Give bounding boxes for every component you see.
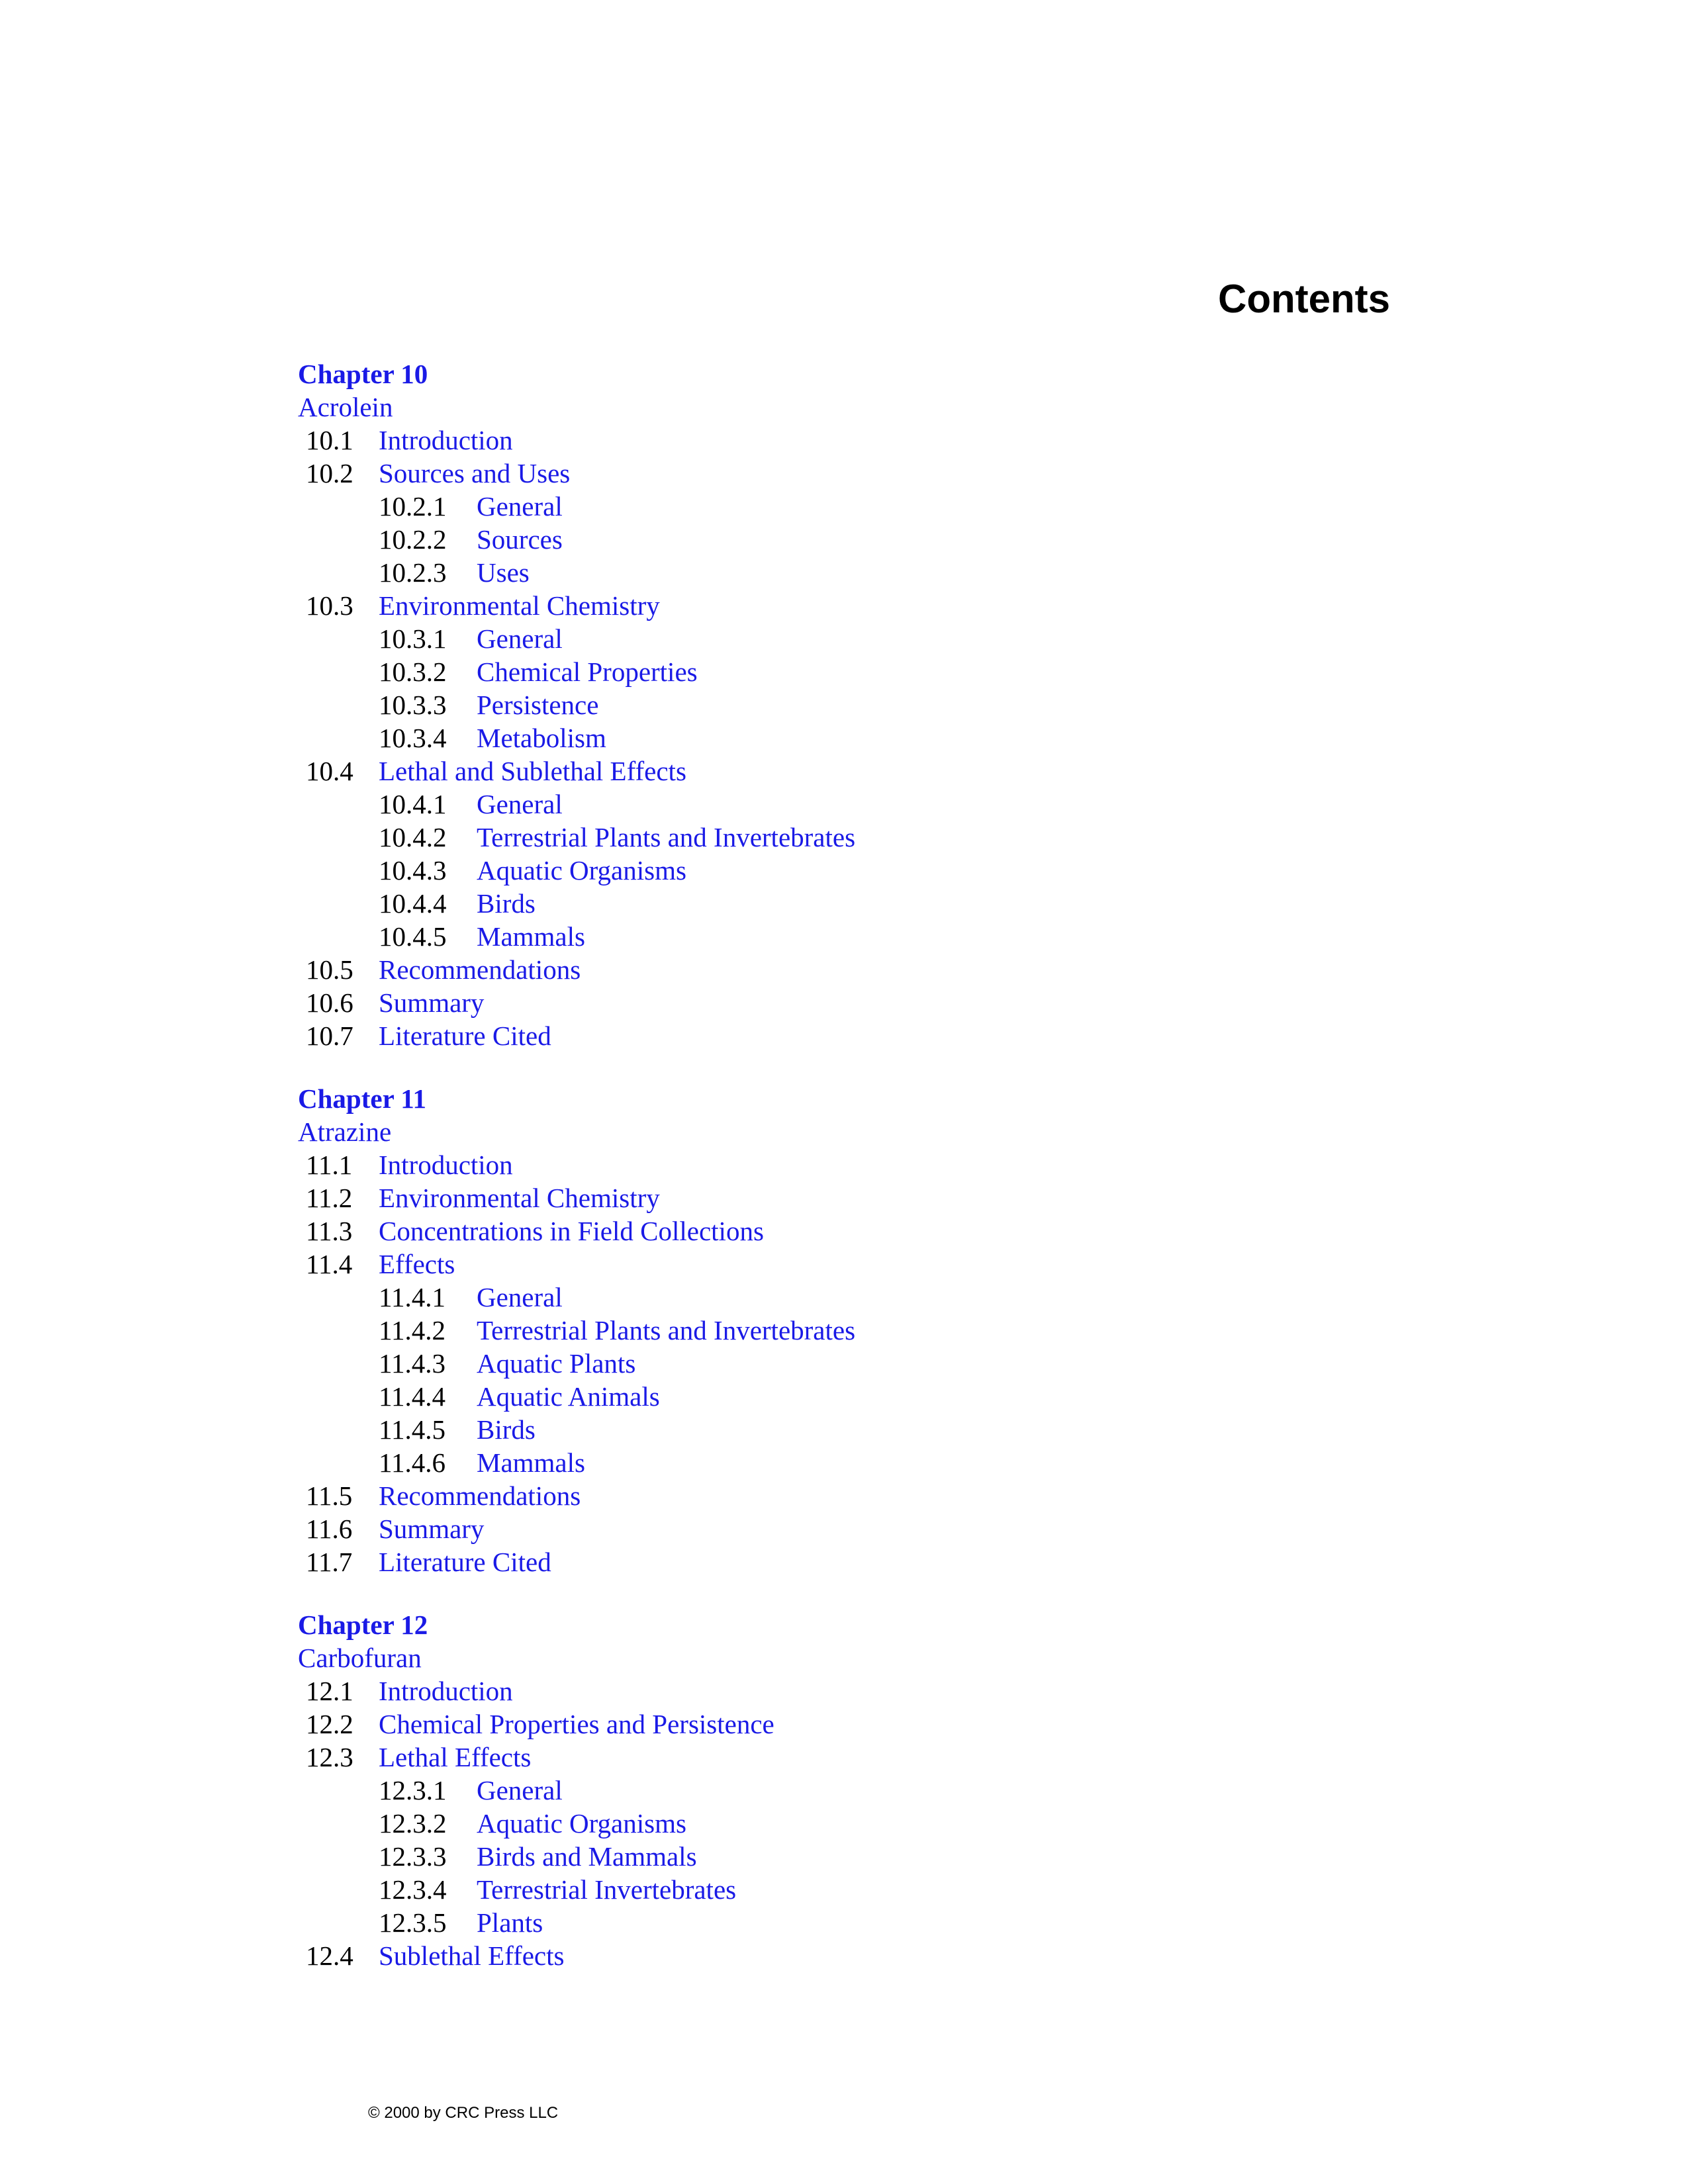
chapter-link[interactable]: Chapter 12 [298, 1610, 428, 1640]
chapter-title-link[interactable]: Atrazine [298, 1116, 392, 1147]
toc-section-entry [298, 986, 1357, 1019]
section-number: 10.3 [306, 590, 353, 621]
section-number: 10.3.1 [379, 623, 447, 654]
section-link[interactable]: Literature Cited [379, 1021, 551, 1051]
toc-subsection-entry [298, 1281, 1357, 1314]
section-number: 10.7 [306, 1021, 353, 1051]
toc-subsection-entry [298, 721, 1357, 754]
section-number: 10.4.1 [379, 789, 447, 819]
section-link[interactable]: Introduction [379, 425, 513, 455]
toc-subsection-entry [298, 1807, 1357, 1840]
section-link[interactable]: Terrestrial Plants and Invertebrates [477, 822, 856, 852]
section-link[interactable]: Introduction [379, 1150, 513, 1180]
chapter-title-link[interactable]: Acrolein [298, 392, 393, 422]
toc-section-entry [298, 1479, 1357, 1512]
section-link[interactable]: Aquatic Organisms [477, 855, 686, 886]
section-link[interactable]: Sublethal Effects [379, 1940, 565, 1971]
section-link[interactable]: Aquatic Plants [477, 1348, 636, 1379]
section-link[interactable]: Environmental Chemistry [379, 590, 660, 621]
toc-subsection-entry [298, 622, 1357, 655]
section-number: 11.4.6 [379, 1447, 445, 1478]
toc-subsection-entry [298, 1873, 1357, 1906]
section-number: 12.3.1 [379, 1775, 447, 1805]
section-link[interactable]: Mammals [477, 921, 585, 952]
section-link[interactable]: Terrestrial Invertebrates [477, 1874, 737, 1905]
toc-section-entry [298, 457, 1357, 490]
toc-section-entry [298, 1674, 1357, 1707]
toc-subsection-entry [298, 1413, 1357, 1446]
toc-subsection-entry [298, 556, 1357, 589]
section-number: 10.2.2 [379, 524, 447, 555]
toc-subsection-entry [298, 1347, 1357, 1380]
section-link[interactable]: Recommendations [379, 1480, 581, 1511]
section-link[interactable]: Summary [379, 987, 485, 1018]
section-number: 10.6 [306, 987, 353, 1018]
toc-subsection-entry [298, 788, 1357, 821]
toc-section-entry [298, 1939, 1357, 1972]
toc-section-entry [298, 953, 1357, 986]
section-link[interactable]: Introduction [379, 1676, 513, 1706]
section-link[interactable]: General [477, 1282, 563, 1312]
toc-section-entry [298, 424, 1357, 457]
section-number: 10.2.3 [379, 557, 447, 588]
chapter-title-link[interactable]: Carbofuran [298, 1643, 422, 1673]
section-link[interactable]: Metabolism [477, 723, 606, 753]
section-link[interactable]: Recommendations [379, 954, 581, 985]
section-link[interactable]: Aquatic Organisms [477, 1808, 686, 1839]
section-number: 10.2.1 [379, 491, 447, 522]
section-link[interactable]: Uses [477, 557, 530, 588]
toc-section-entry [298, 1214, 1357, 1248]
chapter-link[interactable]: Chapter 10 [298, 359, 428, 389]
section-number: 10.5 [306, 954, 353, 985]
toc-subsection-entry [298, 854, 1357, 887]
section-number: 11.6 [306, 1514, 353, 1544]
section-link[interactable]: Sources and Uses [379, 458, 571, 488]
section-link[interactable]: Environmental Chemistry [379, 1183, 660, 1213]
section-link[interactable]: Birds and Mammals [477, 1841, 697, 1872]
toc-subsection-entry [298, 1446, 1357, 1479]
section-number: 10.3.3 [379, 690, 447, 720]
toc-subsection-entry [298, 1380, 1357, 1413]
section-number: 12.3.3 [379, 1841, 447, 1872]
section-number: 10.3.4 [379, 723, 447, 753]
toc-subsection-entry [298, 688, 1357, 721]
section-link[interactable]: Chemical Properties and Persistence [379, 1709, 774, 1739]
section-link[interactable]: Literature Cited [379, 1547, 551, 1577]
toc-section-entry [298, 589, 1357, 622]
section-number: 10.4 [306, 756, 353, 786]
section-link[interactable]: Lethal and Sublethal Effects [379, 756, 686, 786]
section-link[interactable]: Mammals [477, 1447, 585, 1478]
section-number: 11.4.5 [379, 1414, 445, 1445]
page-title: Contents [1218, 277, 1390, 321]
section-number: 12.3.5 [379, 1907, 447, 1938]
section-number: 10.2 [306, 458, 353, 488]
section-number: 12.3.2 [379, 1808, 447, 1839]
section-link[interactable]: Sources [477, 524, 563, 555]
section-number: 11.4.2 [379, 1315, 445, 1345]
toc-section-entry [298, 1019, 1357, 1052]
section-number: 10.4.2 [379, 822, 447, 852]
section-number: 11.4 [306, 1249, 353, 1279]
section-number: 10.4.4 [379, 888, 447, 919]
section-number: 12.3 [306, 1742, 353, 1772]
toc-section-entry [298, 1248, 1357, 1281]
toc-subsection-entry [298, 1314, 1357, 1347]
toc-section-entry [298, 1181, 1357, 1214]
chapter-block [298, 357, 1357, 1052]
section-link[interactable]: General [477, 1775, 563, 1805]
section-number: 11.4.1 [379, 1282, 445, 1312]
toc-subsection-entry [298, 1774, 1357, 1807]
section-link[interactable]: Plants [477, 1907, 543, 1938]
section-number: 10.4.5 [379, 921, 447, 952]
section-number: 10.3.2 [379, 657, 447, 687]
chapter-block [298, 1082, 1357, 1578]
section-link[interactable]: Birds [477, 1414, 536, 1445]
toc-subsection-entry [298, 1840, 1357, 1873]
chapter-block [298, 1608, 1357, 1972]
toc-subsection-entry [298, 1906, 1357, 1939]
section-number: 10.4.3 [379, 855, 447, 886]
toc-section-entry [298, 1741, 1357, 1774]
toc-subsection-entry [298, 821, 1357, 854]
section-number: 11.1 [306, 1150, 353, 1180]
toc-subsection-entry [298, 920, 1357, 953]
section-number: 11.4.4 [379, 1381, 445, 1412]
section-link[interactable]: Persistence [477, 690, 599, 720]
toc-section-entry [298, 1148, 1357, 1181]
section-number: 11.7 [306, 1547, 353, 1577]
toc-section-entry [298, 1707, 1357, 1741]
toc-subsection-entry [298, 523, 1357, 556]
section-link[interactable]: Effects [379, 1249, 455, 1279]
toc-subsection-entry [298, 887, 1357, 920]
toc-section-entry [298, 1545, 1357, 1578]
section-link[interactable]: Summary [379, 1514, 485, 1544]
section-link[interactable]: Lethal Effects [379, 1742, 532, 1772]
copyright-footer: © 2000 by CRC Press LLC [368, 2104, 559, 2122]
section-link[interactable]: Chemical Properties [477, 657, 698, 687]
section-link[interactable]: Terrestrial Plants and Invertebrates [477, 1315, 856, 1345]
toc-section-entry [298, 754, 1357, 788]
section-link[interactable]: Aquatic Animals [477, 1381, 660, 1412]
section-number: 11.4.3 [379, 1348, 445, 1379]
section-number: 11.3 [306, 1216, 353, 1246]
section-link[interactable]: General [477, 623, 563, 654]
toc-subsection-entry [298, 655, 1357, 688]
section-number: 10.1 [306, 425, 353, 455]
section-number: 12.1 [306, 1676, 353, 1706]
section-number: 11.5 [306, 1480, 353, 1511]
section-number: 12.2 [306, 1709, 353, 1739]
section-number: 11.2 [306, 1183, 353, 1213]
section-link[interactable]: Concentrations in Field Collections [379, 1216, 764, 1246]
table-of-contents [298, 357, 1357, 2002]
section-number: 12.4 [306, 1940, 353, 1971]
toc-subsection-entry [298, 490, 1357, 523]
section-link[interactable]: General [477, 789, 563, 819]
toc-section-entry [298, 1512, 1357, 1545]
section-link[interactable]: General [477, 491, 563, 522]
chapter-link[interactable]: Chapter 11 [298, 1083, 427, 1114]
section-link[interactable]: Birds [477, 888, 536, 919]
section-number: 12.3.4 [379, 1874, 447, 1905]
